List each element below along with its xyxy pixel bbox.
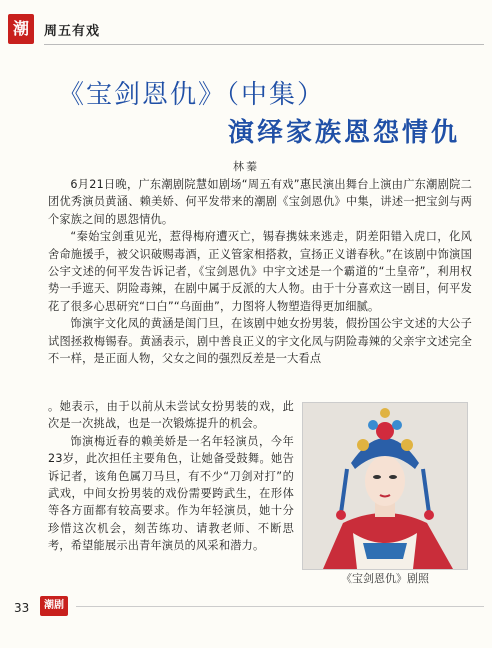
paragraph: 6月21日晚，广东潮剧院慧如剧场“周五有戏”惠民演出舞台上演由广东潮剧院二团优秀演员黄涵、赖美娇、何平发带来的潮剧《宝剑恩仇》中集，讲述一把宝剑与两个家族之间的恩怨情仇。 [48, 178, 472, 226]
stage-photo [302, 402, 468, 570]
page-header [0, 0, 492, 52]
article-body-top [48, 176, 472, 367]
header-divider [44, 44, 484, 45]
section-title: 周五有戏 [44, 24, 101, 39]
footer-logo: 潮剧 [40, 596, 68, 616]
paragraph: “秦始宝剑重见光，惹得梅府遭灭亡，锡春携妹来逃走，阴差阳错入虎口，化风舍命施援手，被父识破赐毒酒，正义管家相搭救，宣扬正义谱春秋。”在该剧中饰演国公宇文述的何平发告诉记者，《宝剑恩仇》中宇文述是一个霸道的“土皇帝”，利用权势一手遮天、阴险毒辣，在剧中属于反派的大人物。由于十分喜欢这一剧目，何平发花了很多心思研究“口白”“乌面曲”，力图将人物塑造得更加细腻。 [48, 230, 472, 313]
footer-divider [76, 606, 484, 607]
article-subtitle: 演绎家族恩怨情仇 [228, 118, 461, 148]
performer-illustration [303, 403, 467, 569]
page-number: 33 [14, 601, 30, 615]
paragraph: 饰演梅近春的赖美娇是一名年轻演员，今年23岁，此次担任主要角色，让她备受鼓舞。她告诉记者，该角色属刀马旦，有不少“刀剑对打”的武戏，中间女扮男装的戏份需要跨武生，在形体等各方面都有较高要求。作为年轻演员，她十分珍惜这次机会，刻苦练功、请教老师、不断思考，希望能展示出青年演员的风采和潜力。 [48, 434, 294, 553]
photo-caption: 《宝剑恩仇》剧照 [341, 572, 429, 585]
paragraph: 饰演宇文化凤的黄涵是闺门旦，在该剧中她女扮男装，假扮国公宇文述的大公子试图拯救梅锡春。黄涵表示，剧中善良正义的宇文化凤与阴险毒辣的父亲宇文述完全不一样，是正面人物，父女之间的强烈反差是一大看点 [48, 317, 472, 366]
article-body-flow [48, 398, 294, 555]
article-author: 林蓁 [233, 160, 259, 173]
article-title: 《宝剑恩仇》（中集） [58, 80, 326, 110]
paragraph: 。她表示，由于以前从未尝试女扮男装的戏，此次是一次挑战，也是一次锻炼提升的机会。 [48, 400, 294, 431]
magazine-logo: 潮 [8, 14, 34, 44]
